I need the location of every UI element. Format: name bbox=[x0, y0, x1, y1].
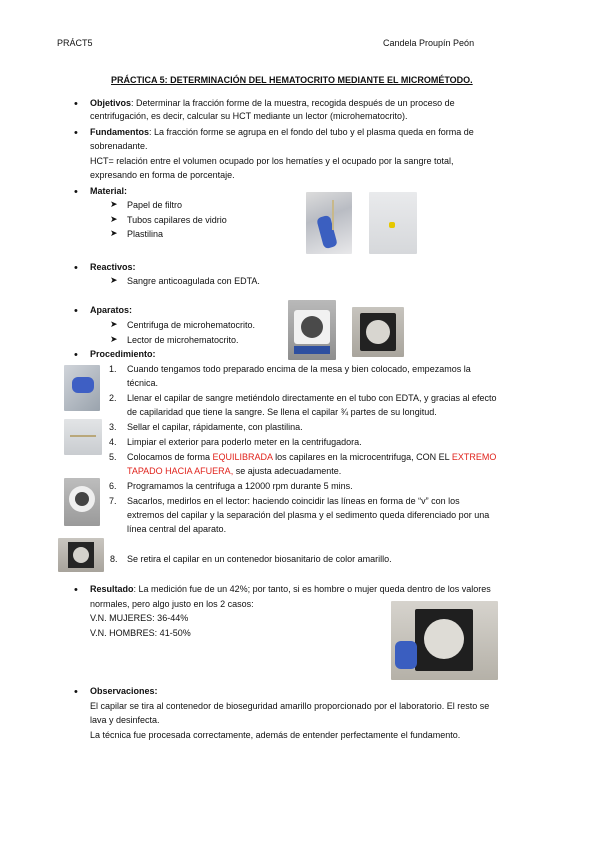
step-7-line1: Sacarlos, medirlos en el lector: haciendo coincidir las líneas en forma de “v” con los bbox=[127, 496, 460, 506]
photo-reader bbox=[352, 307, 404, 357]
header-left: PRÁCT5 bbox=[57, 38, 93, 48]
glove-shape bbox=[72, 377, 94, 393]
objetivos-line2: centrifugación, es decir, calcular su HCT mediante un lector (microhematocrito). bbox=[90, 111, 408, 121]
step-5-text: los capilares en la microcentrifuga, CON EL bbox=[272, 452, 452, 462]
photo-centrifuge bbox=[288, 300, 336, 360]
arrow-icon: ➤ bbox=[110, 275, 118, 285]
aparatos-heading: Aparatos: bbox=[90, 305, 133, 315]
step-number: 2. bbox=[109, 393, 117, 403]
aparatos-label: Aparatos bbox=[90, 305, 130, 315]
step-number: 5. bbox=[109, 452, 117, 462]
step-1-line2: técnica. bbox=[127, 378, 159, 388]
capillary-shape bbox=[332, 200, 334, 230]
bullet: • bbox=[74, 686, 78, 698]
bullet: • bbox=[74, 262, 78, 274]
step-number: 3. bbox=[109, 422, 117, 432]
step-7-line2: extremos del capilar y la separación del plasma y el sedimento queda diferenciado por una bbox=[127, 510, 490, 520]
photo-step-glove bbox=[64, 365, 100, 411]
step-number: 4. bbox=[109, 437, 117, 447]
arrow-icon: ➤ bbox=[110, 199, 118, 209]
step-number: 7. bbox=[109, 496, 117, 506]
observaciones-line3: La técnica fue procesada correctamente, además de entender perfectamente el fundamento. bbox=[90, 730, 461, 740]
step-5-text: se ajusta adecuadamente. bbox=[233, 466, 342, 476]
material-item: Papel de filtro bbox=[127, 200, 183, 210]
resultado-line2: normales, pero algo justo en los 2 casos: bbox=[90, 599, 254, 609]
centrifuge-base bbox=[294, 346, 330, 354]
aparatos-item: Centrifuga de microhematocrito. bbox=[127, 320, 256, 330]
resultado-line1 bbox=[90, 583, 491, 596]
procedimiento-heading: Procedimiento: bbox=[90, 349, 156, 359]
fundamentos-line4: expresando en forma de porcentaje. bbox=[90, 170, 235, 180]
step-5-highlight: TAPADO HACIA AFUERA, bbox=[127, 466, 234, 476]
objetivos-line1 bbox=[90, 97, 455, 110]
centrifuge-rotor bbox=[75, 492, 89, 506]
step-1-line1: Cuando tengamos todo preparado encima de la mesa y bien colocado, empezamos la bbox=[127, 364, 471, 374]
photo-step-centrifuge bbox=[64, 478, 100, 526]
step-3: Sellar el capilar, rápidamente, con plastilina. bbox=[127, 422, 303, 432]
observaciones-heading: Observaciones: bbox=[90, 686, 158, 696]
material-item: Tubos capilares de vidrio bbox=[127, 215, 227, 225]
reactivos-heading: Reactivos: bbox=[90, 262, 136, 272]
objetivos-text: : Determinar la fracción forme de la muestra, recogida después de un proceso de bbox=[131, 98, 455, 108]
capillary-shape bbox=[70, 435, 96, 437]
resultado-label: Resultado bbox=[90, 584, 134, 594]
bullet: • bbox=[74, 584, 78, 596]
observaciones-label: Observaciones bbox=[90, 686, 155, 696]
arrow-icon: ➤ bbox=[110, 228, 118, 238]
bullet: • bbox=[74, 349, 78, 361]
header-author: Candela Proupín Peón bbox=[383, 38, 475, 48]
fundamentos-line1 bbox=[90, 126, 474, 139]
observaciones-line2: lava y desinfecta. bbox=[90, 715, 160, 725]
bullet: • bbox=[74, 98, 78, 110]
glove-shape bbox=[316, 215, 338, 250]
material-label: Material bbox=[90, 186, 125, 196]
material-heading: Material: bbox=[90, 186, 128, 196]
step-5-line1 bbox=[127, 451, 496, 464]
bullet: • bbox=[74, 127, 78, 139]
resultado-text: : La medición fue de un 42%; por tanto, si es hombre o mujer queda dentro de los valores bbox=[133, 584, 491, 594]
resultado-line3: V.N. MUJERES: 36-44% bbox=[90, 613, 189, 623]
step-5-text: Colocamos de forma bbox=[127, 452, 213, 462]
photo-step-seal bbox=[64, 419, 102, 455]
reactivos-label: Reactivos bbox=[90, 262, 133, 272]
step-2-line2: de capilaridad que tiene la sangre. Se llena el capilar ¾ partes de su longitud. bbox=[127, 407, 437, 417]
arrow-icon: ➤ bbox=[110, 319, 118, 329]
step-4: Limpiar el exterior para poderlo meter en la centrifugadora. bbox=[127, 437, 362, 447]
step-5-highlight: EQUILIBRADA bbox=[212, 452, 273, 462]
step-number: 8. bbox=[110, 554, 118, 564]
step-number: 1. bbox=[109, 364, 117, 374]
bullet: • bbox=[74, 186, 78, 198]
objetivos-label: Objetivos bbox=[90, 98, 132, 108]
photo-step-reader bbox=[58, 538, 104, 572]
reader-dial bbox=[73, 547, 89, 563]
step-7-line3: línea central del aparato. bbox=[127, 524, 227, 534]
plasticine-shape bbox=[389, 222, 395, 228]
reactivos-item: Sangre anticoagulada con EDTA. bbox=[127, 276, 260, 286]
reader-dial bbox=[366, 320, 390, 344]
fundamentos-line3: HCT= relación entre el volumen ocupado por los hematíes y el ocupado por la sangre total, bbox=[90, 156, 454, 166]
page-title: PRÁCTICA 5: DETERMINACIÓN DEL HEMATOCRITO MEDIANTE EL MICROMÉTODO. bbox=[111, 75, 473, 85]
fundamentos-line2: sobrenadante. bbox=[90, 141, 148, 151]
step-8: Se retira el capilar en un contenedor biosanitario de color amarillo. bbox=[127, 554, 392, 564]
step-5-highlight: EXTREMO bbox=[451, 452, 497, 462]
procedimiento-label: Procedimiento bbox=[90, 349, 153, 359]
resultado-line4: V.N. HOMBRES: 41-50% bbox=[90, 628, 191, 638]
fundamentos-label: Fundamentos bbox=[90, 127, 150, 137]
material-item: Plastilina bbox=[127, 229, 164, 239]
glove-shape bbox=[395, 641, 417, 669]
photo-result-reader bbox=[391, 601, 498, 680]
arrow-icon: ➤ bbox=[110, 334, 118, 344]
step-6: Programamos la centrifuga a 12000 rpm durante 5 mins. bbox=[127, 481, 353, 491]
step-5-line2 bbox=[127, 465, 341, 478]
reader-dial bbox=[424, 619, 464, 659]
step-number: 6. bbox=[109, 481, 117, 491]
step-2-line1: Llenar el capilar de sangre metiéndolo directamente en el tubo con EDTA, y gracias al efecto bbox=[127, 393, 497, 403]
fundamentos-text: : La fracción forme se agrupa en el fondo del tubo y el plasma queda en forma de bbox=[149, 127, 474, 137]
photo-capillary-hand bbox=[306, 192, 352, 254]
arrow-icon: ➤ bbox=[110, 214, 118, 224]
photo-filter-paper bbox=[369, 192, 417, 254]
centrifuge-rotor bbox=[301, 316, 323, 338]
bullet: • bbox=[74, 305, 78, 317]
aparatos-item: Lector de microhematocrito. bbox=[127, 335, 239, 345]
observaciones-line1: El capilar se tira al contenedor de bioseguridad amarillo proporcionado por el laboratorio. El resto se bbox=[90, 701, 490, 711]
